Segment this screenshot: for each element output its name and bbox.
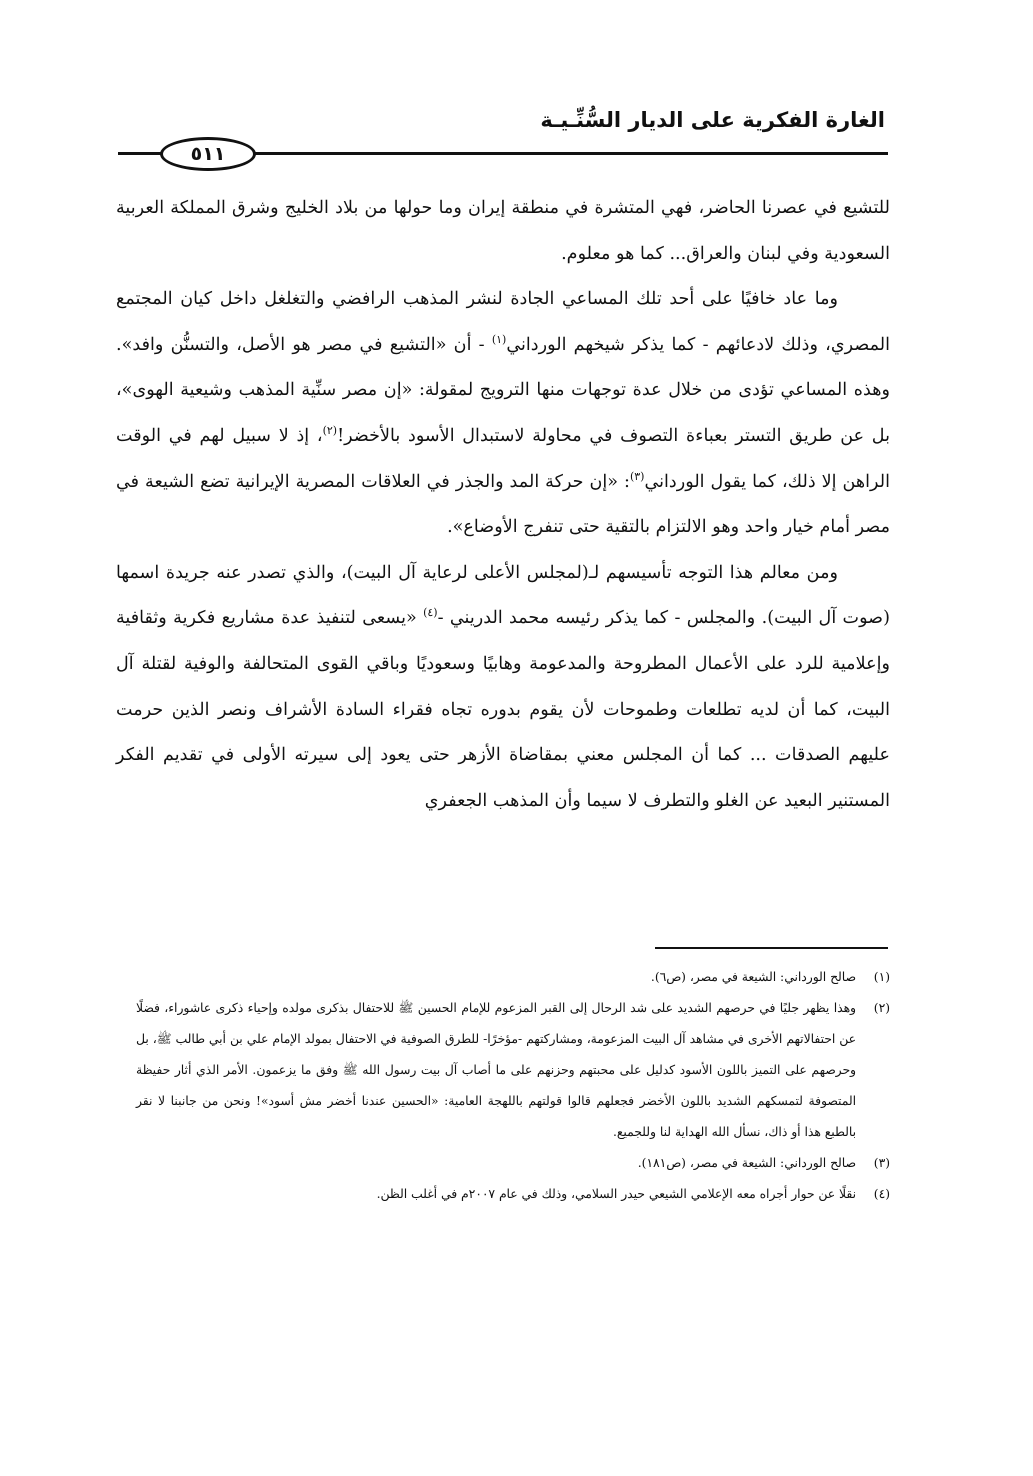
footnote-1	[136, 962, 890, 993]
footnote-ref-1[interactable]: (١)	[491, 332, 507, 346]
footnote-number: (٢)	[873, 1001, 890, 1015]
footnote-number: (٤)	[873, 1187, 890, 1201]
footnote-ref-3[interactable]: (٣)	[629, 469, 645, 483]
footnote-3	[136, 1148, 890, 1179]
footnote-2	[136, 993, 890, 1148]
paragraph-3	[116, 551, 890, 825]
footnote-ref-4[interactable]: (٤)	[423, 606, 438, 620]
main-text	[116, 186, 890, 824]
running-title: الغارة الفكرية على الديار السُّنِّـيـة	[540, 108, 885, 132]
paragraph-3-part-a: ومن معالم هذا التوجه تأسيسهم لـ(لمجلس الأعلى لرعاية آل البيت)، والذي تصدر عنه جريدة اسمها (صوت آل البيت). والمجلس - كما يذكر رئيسه محمد الدريني -	[116, 562, 890, 629]
paragraph-2	[116, 277, 890, 551]
footnotes	[136, 962, 890, 1210]
footnote-ref-2[interactable]: (٢)	[322, 424, 338, 438]
footnote-number: (٣)	[873, 1156, 890, 1170]
page-number-badge: ٥١١	[160, 137, 256, 171]
paragraph-2-part-b: - أن «التشيع في مصر هو الأصل، والتسنُّن وافد». وهذه المساعي تؤدى من خلال عدة توجهات منها الترويج لمقولة: «إن مصر سنِّية المذهب وشيعية الهوى»، بل عن طريق التستر بعباءة التصوف في محاولة لاستبدال الأسود بالأخضر!	[116, 334, 890, 446]
footnote-text: صالح الورداني: الشيعة في مصر، (ص٦).	[650, 970, 856, 984]
footnote-text: وهذا يظهر جليًا في حرصهم الشديد على شد الرحال إلى القبر المزعوم للإمام الحسين ﷺ للاحتفال بذكرى مولده وإحياء ذكرى عاشوراء، فضلًا عن احتفالاتهم الأخرى في مشاهد آل البيت المزعومة، ومشاركتهم -مؤخرًا- للطرق الصوفية في الاحتفال بمولد الإمام علي بن أبي طالب ﷺ، بل وحرصهم على التميز باللون الأسود كدليل على محبتهم وحزنهم على ما أصاب آل بيت رسول الله ﷺ وفق ما يزعمون. الأمر الذي أثار حفيظة المتصوفة لتمسكهم الشديد باللون الأخضر فجعلهم قالوا قولتهم باللهجة العامية: «الحسين عندنا أخضر مش أسود»! ونحن من جانبنا لا نقر بالطبع هذا أو ذاك، نسأل الله الهداية لنا وللجميع.	[136, 1001, 856, 1139]
footnote-separator	[655, 947, 888, 949]
paragraph-2-part-a: وما عاد خافيًا على أحد تلك المساعي الجادة لنشر المذهب الرافضي والتغلغل داخل كيان المجتمع المصري، وذلك لادعائهم - كما يذكر شيخهم الورداني	[116, 289, 890, 355]
paragraph-3-part-b: «يسعى لتنفيذ عدة مشاريع فكرية وثقافية وإعلامية للرد على الأعمال المطروحة والمدعومة وهابيًا وسعوديًا وباقي القوى المتحالفة والوفية لقتلة آل البيت، كما أن لديه تطلعات وطموحات لأن يقوم بدوره تجاه فقراء السادة الأشراف ونصر الذين حرمت عليهم الصدقات ... كما أن المجلس معني بمقاضاة الأزهر حتى يعود إلى سيرته الأولى في تقديم الفكر المستنير البعيد عن الغلو والتطرف لا سيما وأن المذهب الجعفري	[116, 608, 890, 811]
paragraph-2-part-c: ، إذ لا سبيل لهم في الوقت الراهن إلا ذلك، كما يقول الورداني	[116, 425, 891, 492]
footnote-4	[136, 1179, 890, 1210]
paragraph-1: للتشيع في عصرنا الحاضر، فهي المتشرة في منطقة إيران وما حولها من بلاد الخليج وشرق المملكة العربية السعودية وفي لبنان والعراق... كما هو معلوم.	[116, 198, 890, 264]
footnote-text: صالح الورداني: الشيعة في مصر، (ص١٨١).	[637, 1156, 856, 1170]
paragraph-2-part-d: : «إن حركة المد والجذر في العلاقات المصرية الإيرانية تضع الشيعة في مصر أمام خيار واحد وهو الالتزام بالتقية حتى تنفرج الأوضاع».	[116, 471, 890, 538]
footnote-text: نقلًا عن حوار أجراه معه الإعلامي الشيعي حيدر السلامي، وذلك في عام ٢٠٠٧م في أغلب الظن.	[376, 1187, 856, 1201]
footnote-number: (١)	[873, 970, 890, 984]
